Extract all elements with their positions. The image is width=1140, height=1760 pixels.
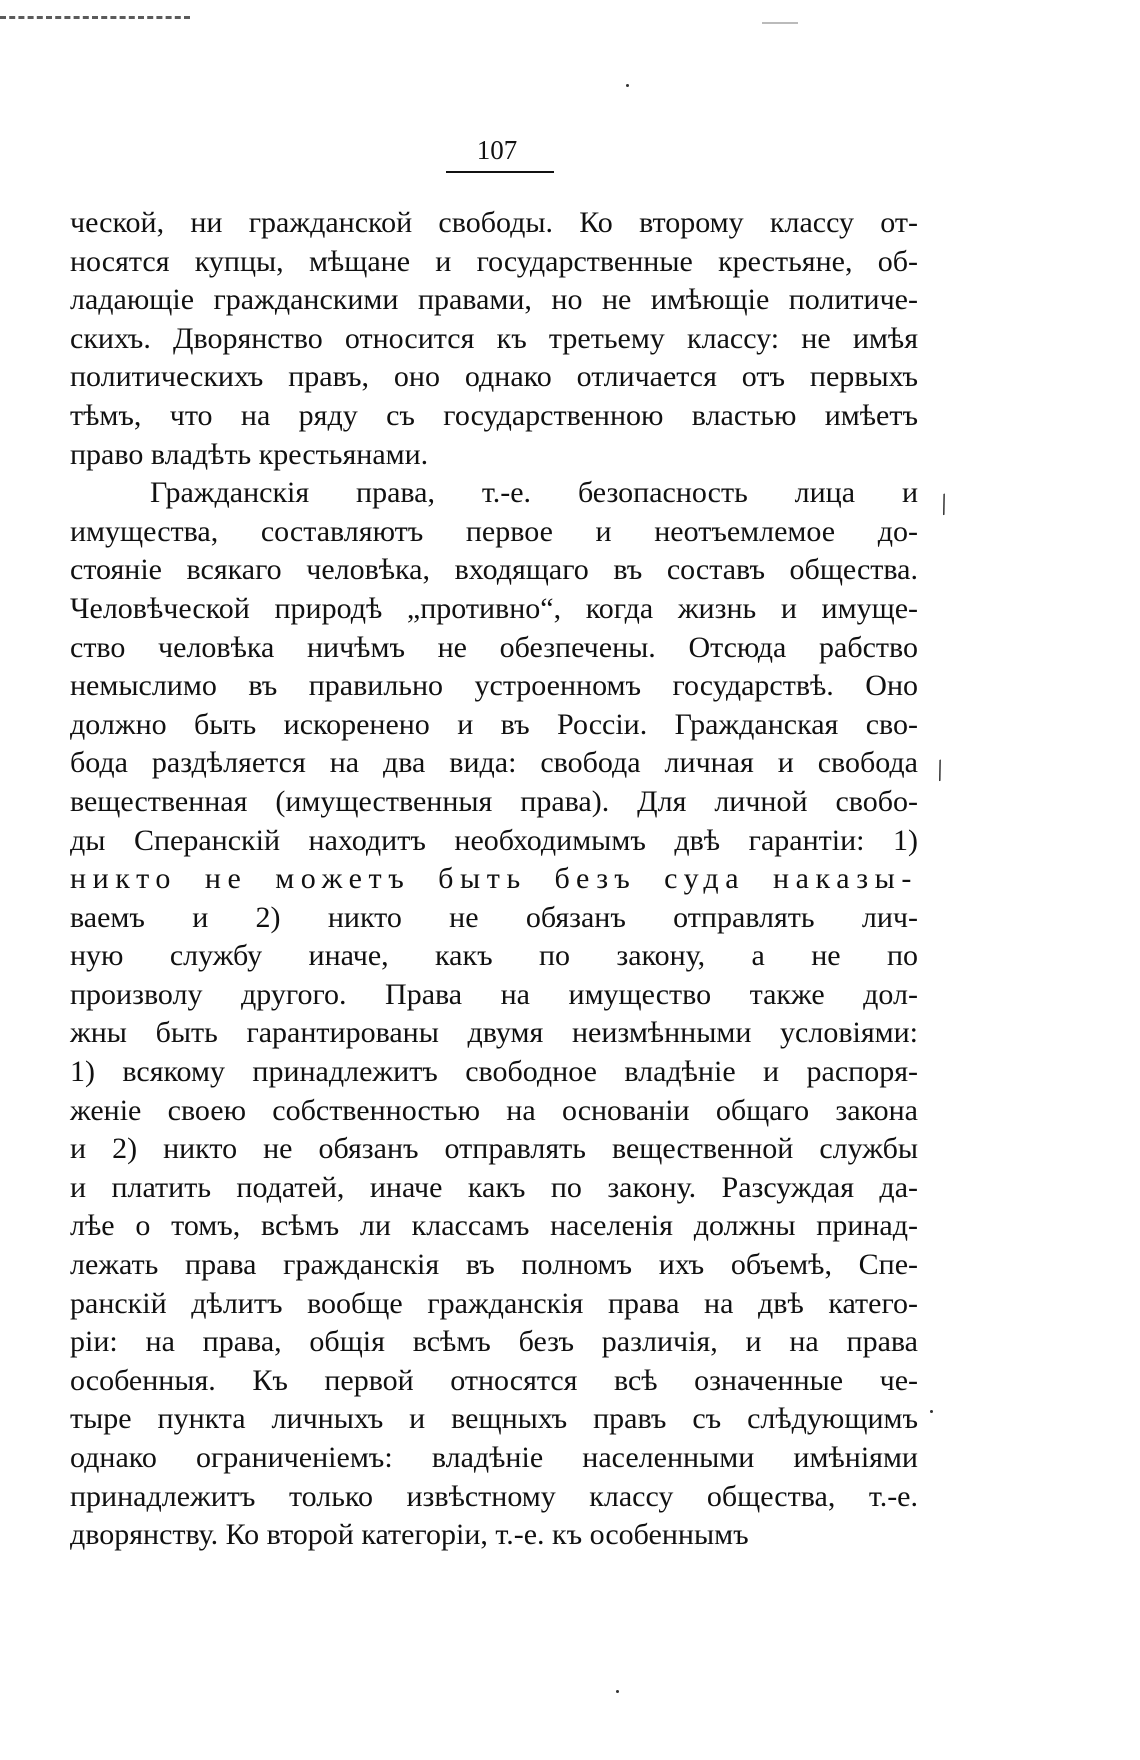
text-line: ріи: на права, общія всѣмъ безъ различія, и на права xyxy=(70,1325,918,1359)
text-line: право владѣть крестьянами. xyxy=(70,437,429,471)
text-line: и 2) никто не обязанъ отправлять вещественной службы xyxy=(70,1132,918,1166)
scan-speck xyxy=(616,1690,619,1693)
scan-speck xyxy=(626,84,629,87)
text-line: стояніе всякаго человѣка, входящаго въ составъ общества. xyxy=(70,553,918,587)
text-line: и платить податей, иначе какъ по закону. Разсуждая да- xyxy=(70,1170,918,1204)
text-line: лѣе о томъ, всѣмъ ли классамъ населенія должны принад- xyxy=(70,1209,918,1243)
text-line: ную службу иначе, какъ по закону, а не по xyxy=(70,939,918,973)
body-text xyxy=(70,204,918,1555)
page-number-rule xyxy=(446,171,554,173)
text-line: дворянству. Ко второй категоріи, т.-е. къ особеннымъ xyxy=(70,1518,749,1552)
text-line: ранскій дѣлитъ вообще гражданскія права на двѣ катего- xyxy=(70,1286,918,1320)
scan-artifact-top-left xyxy=(0,16,190,27)
text-line: тѣмъ, что на ряду съ государственною властью имѣетъ xyxy=(70,398,918,432)
text-line: скихъ. Дворянство относится къ третьему классу: не имѣя xyxy=(70,321,918,355)
text-line: ладающіе гражданскими правами, но не имѣющіе политиче- xyxy=(70,283,918,317)
scan-artifact-top-right xyxy=(762,22,798,24)
text-line: должно быть искоренено и въ Россіи. Гражданская сво- xyxy=(70,707,918,741)
text-line: Человѣческой природѣ „противно“, когда жизнь и имуще- xyxy=(70,591,918,625)
text-line: бода раздѣляется на два вида: свобода личная и свобода xyxy=(70,746,918,780)
page-number: 107 xyxy=(476,135,518,165)
text-line: произволу другого. Права на имущество также дол- xyxy=(70,977,918,1011)
text-line: вещественная (имущественныя права). Для личной свобо- xyxy=(70,784,918,818)
margin-pencil-mark: / xyxy=(930,753,950,788)
text-line: носятся купцы, мѣщане и государственные крестьяне, об- xyxy=(70,244,918,278)
text-line: имущества, составляютъ первое и неотъемлемое до- xyxy=(70,514,918,548)
text-line: никто не можетъ быть безъ суда наказы- xyxy=(70,862,918,896)
text-line: ды Сперанскій находитъ необходимымъ двѣ гарантіи: 1) xyxy=(70,823,918,857)
margin-pencil-mark: / xyxy=(934,487,954,522)
scan-speck xyxy=(930,1410,933,1413)
text-line: 1) всякому принадлежитъ свободное владѣніе и распоря- xyxy=(70,1055,918,1089)
text-line: однако ограниченіемъ: владѣніе населенными имѣніями xyxy=(70,1441,918,1474)
text-line: политическихъ правъ, оно однако отличается отъ первыхъ xyxy=(70,360,918,394)
text-line: ство человѣка ничѣмъ не обезпечены. Отсюда рабство xyxy=(70,630,918,664)
text-line: немыслимо въ правильно устроенномъ государствѣ. Оно xyxy=(70,669,918,703)
text-line: ческой, ни гражданской свободы. Ко второму классу от- xyxy=(70,206,918,239)
text-line: принадлежитъ только извѣстному классу общества, т.-е. xyxy=(70,1479,918,1513)
text-line: женіе своею собственностью на основаніи общаго закона xyxy=(70,1093,918,1127)
text-line: лежать права гражданскія въ полномъ ихъ объемѣ, Спе- xyxy=(70,1248,918,1282)
text-line: жны быть гарантированы двумя неизмѣнными условіями: xyxy=(70,1016,918,1050)
text-line: Гражданскія права, т.-е. безопасность лица и xyxy=(150,476,918,510)
text-line: ваемъ и 2) никто не обязанъ отправлять лич- xyxy=(70,900,918,934)
text-line: тыре пункта личныхъ и вещныхъ правъ съ слѣдующимъ xyxy=(70,1402,918,1436)
text-line: особенныя. Къ первой относятся всѣ означенные че- xyxy=(70,1363,918,1397)
